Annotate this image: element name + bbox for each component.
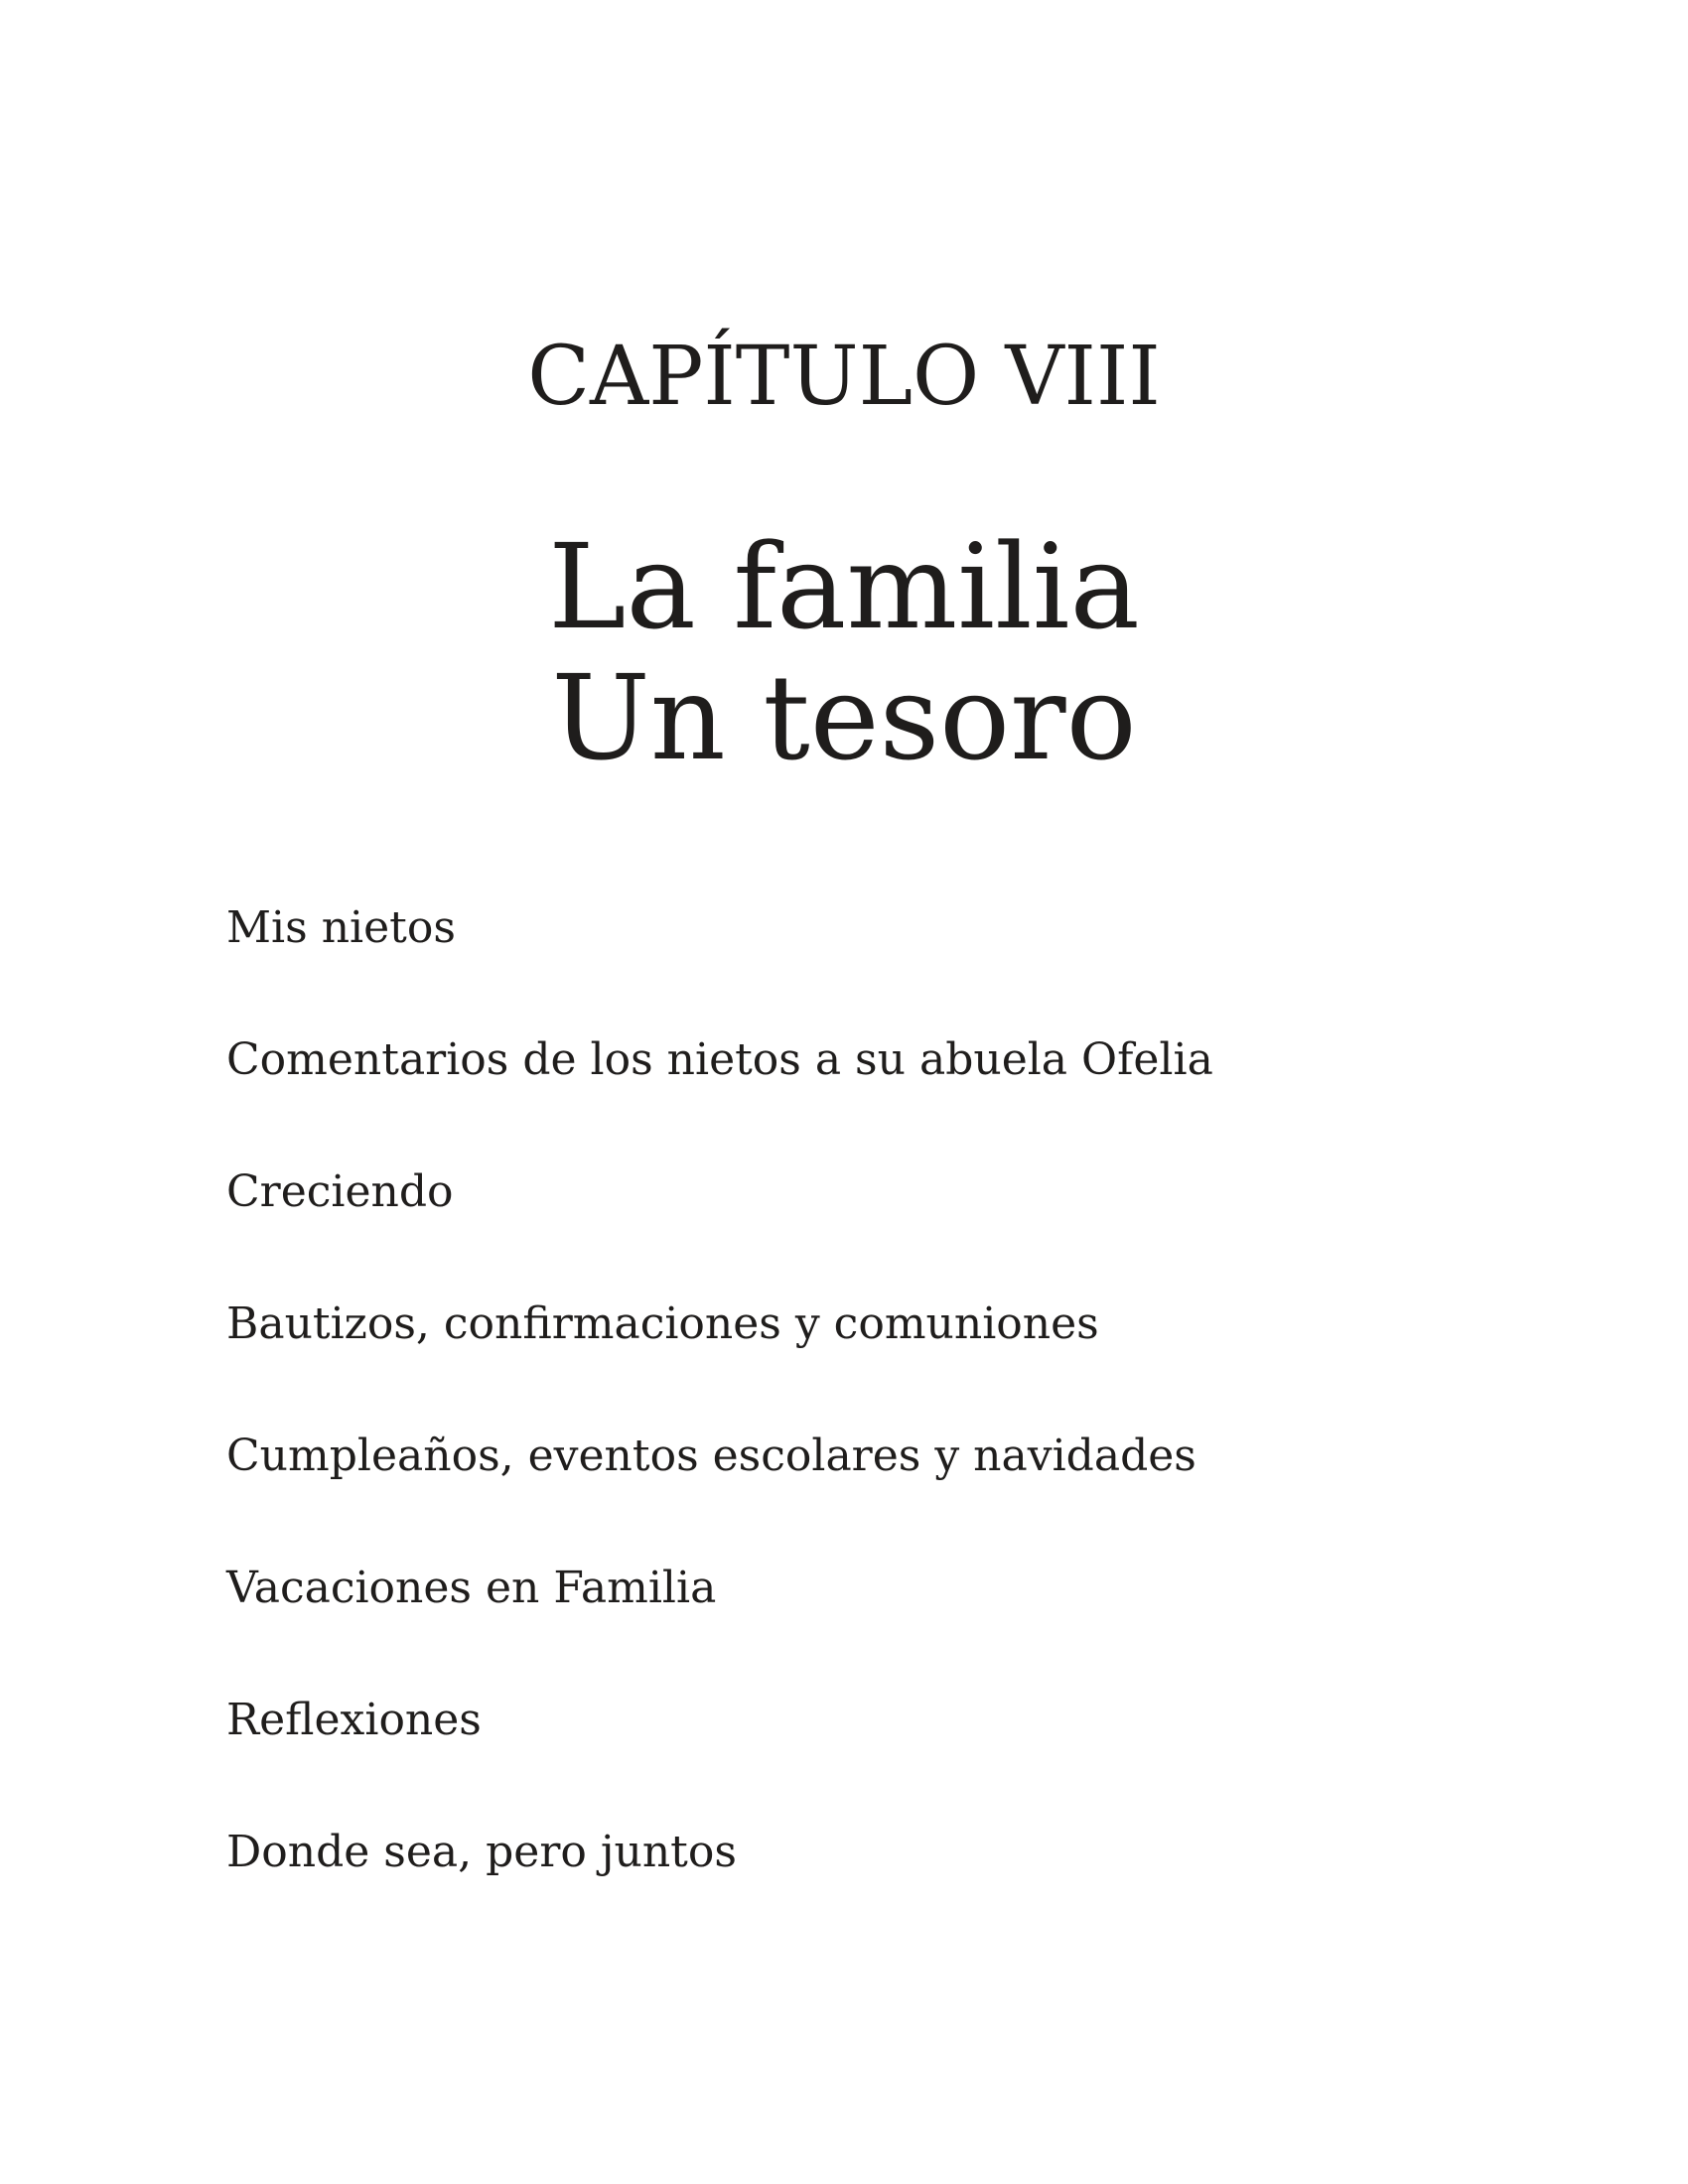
section-item: Creciendo <box>226 1166 454 1217</box>
chapter-title-line-1: La familia <box>548 518 1140 655</box>
section-item: Bautizos, confirmaciones y comuniones <box>226 1298 1099 1349</box>
chapter-label: CAPÍTULO VIII <box>527 330 1161 424</box>
chapter-title-line-2: Un tesoro <box>551 649 1137 786</box>
section-item: Cumpleaños, eventos escolares y navidades <box>226 1431 1196 1481</box>
chapter-title <box>0 518 1688 786</box>
section-list <box>226 898 1517 1955</box>
section-item: Reflexiones <box>226 1695 482 1745</box>
section-item: Comentarios de los nietos a su abuela Ofelia <box>226 1034 1213 1085</box>
section-item: Donde sea, pero juntos <box>226 1827 737 1877</box>
section-item: Mis nietos <box>226 902 456 953</box>
section-item: Vacaciones en Familia <box>226 1563 717 1613</box>
